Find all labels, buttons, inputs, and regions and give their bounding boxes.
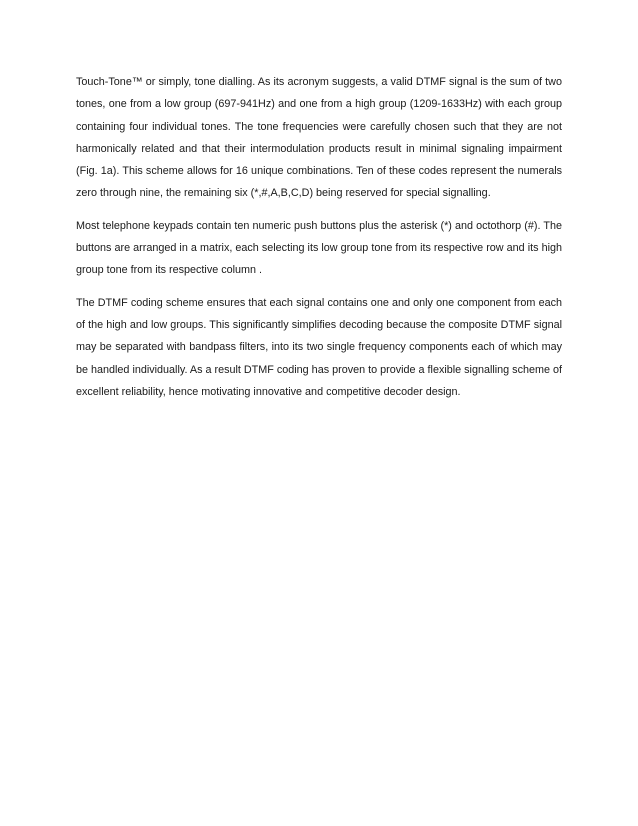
paragraph-coding-scheme: The DTMF coding scheme ensures that each signal contains one and only one component from each of the high and low groups. This significantly simplifies decoding because the composite DTMF signal may be separated with bandpass filters, into its two single frequency components each of which may be handled individually. As a result DTMF coding has proven to provide a flexible signalling scheme of excellent reliability, hence motivating innovative and competitive decoder design. — [76, 296, 562, 398]
paragraph-dtmf-definition: Touch-Tone™ or simply, tone dialling. As its acronym suggests, a valid DTMF signal is the sum of two tones, one from a low group (697-941Hz) and one from a high group (1209-1633Hz) with each group containing four individual tones. The tone frequencies were carefully chosen such that they are not harmonically related and that their intermodulation products result in minimal signaling impairment (Fig. 1a). This scheme allows for 16 unique combinations. Ten of these codes represent the numerals zero through nine, the remaining six (*,#,A,B,C,D) being reserved for special signalling. — [76, 76, 562, 200]
paragraph-keypad-layout: Most telephone keypads contain ten numeric push buttons plus the asterisk (*) and octothorp (#). The buttons are arranged in a matrix, each selecting its low group tone from its respective row and its high group tone from its respective column . — [76, 219, 562, 277]
body-text — [76, 71, 562, 413]
